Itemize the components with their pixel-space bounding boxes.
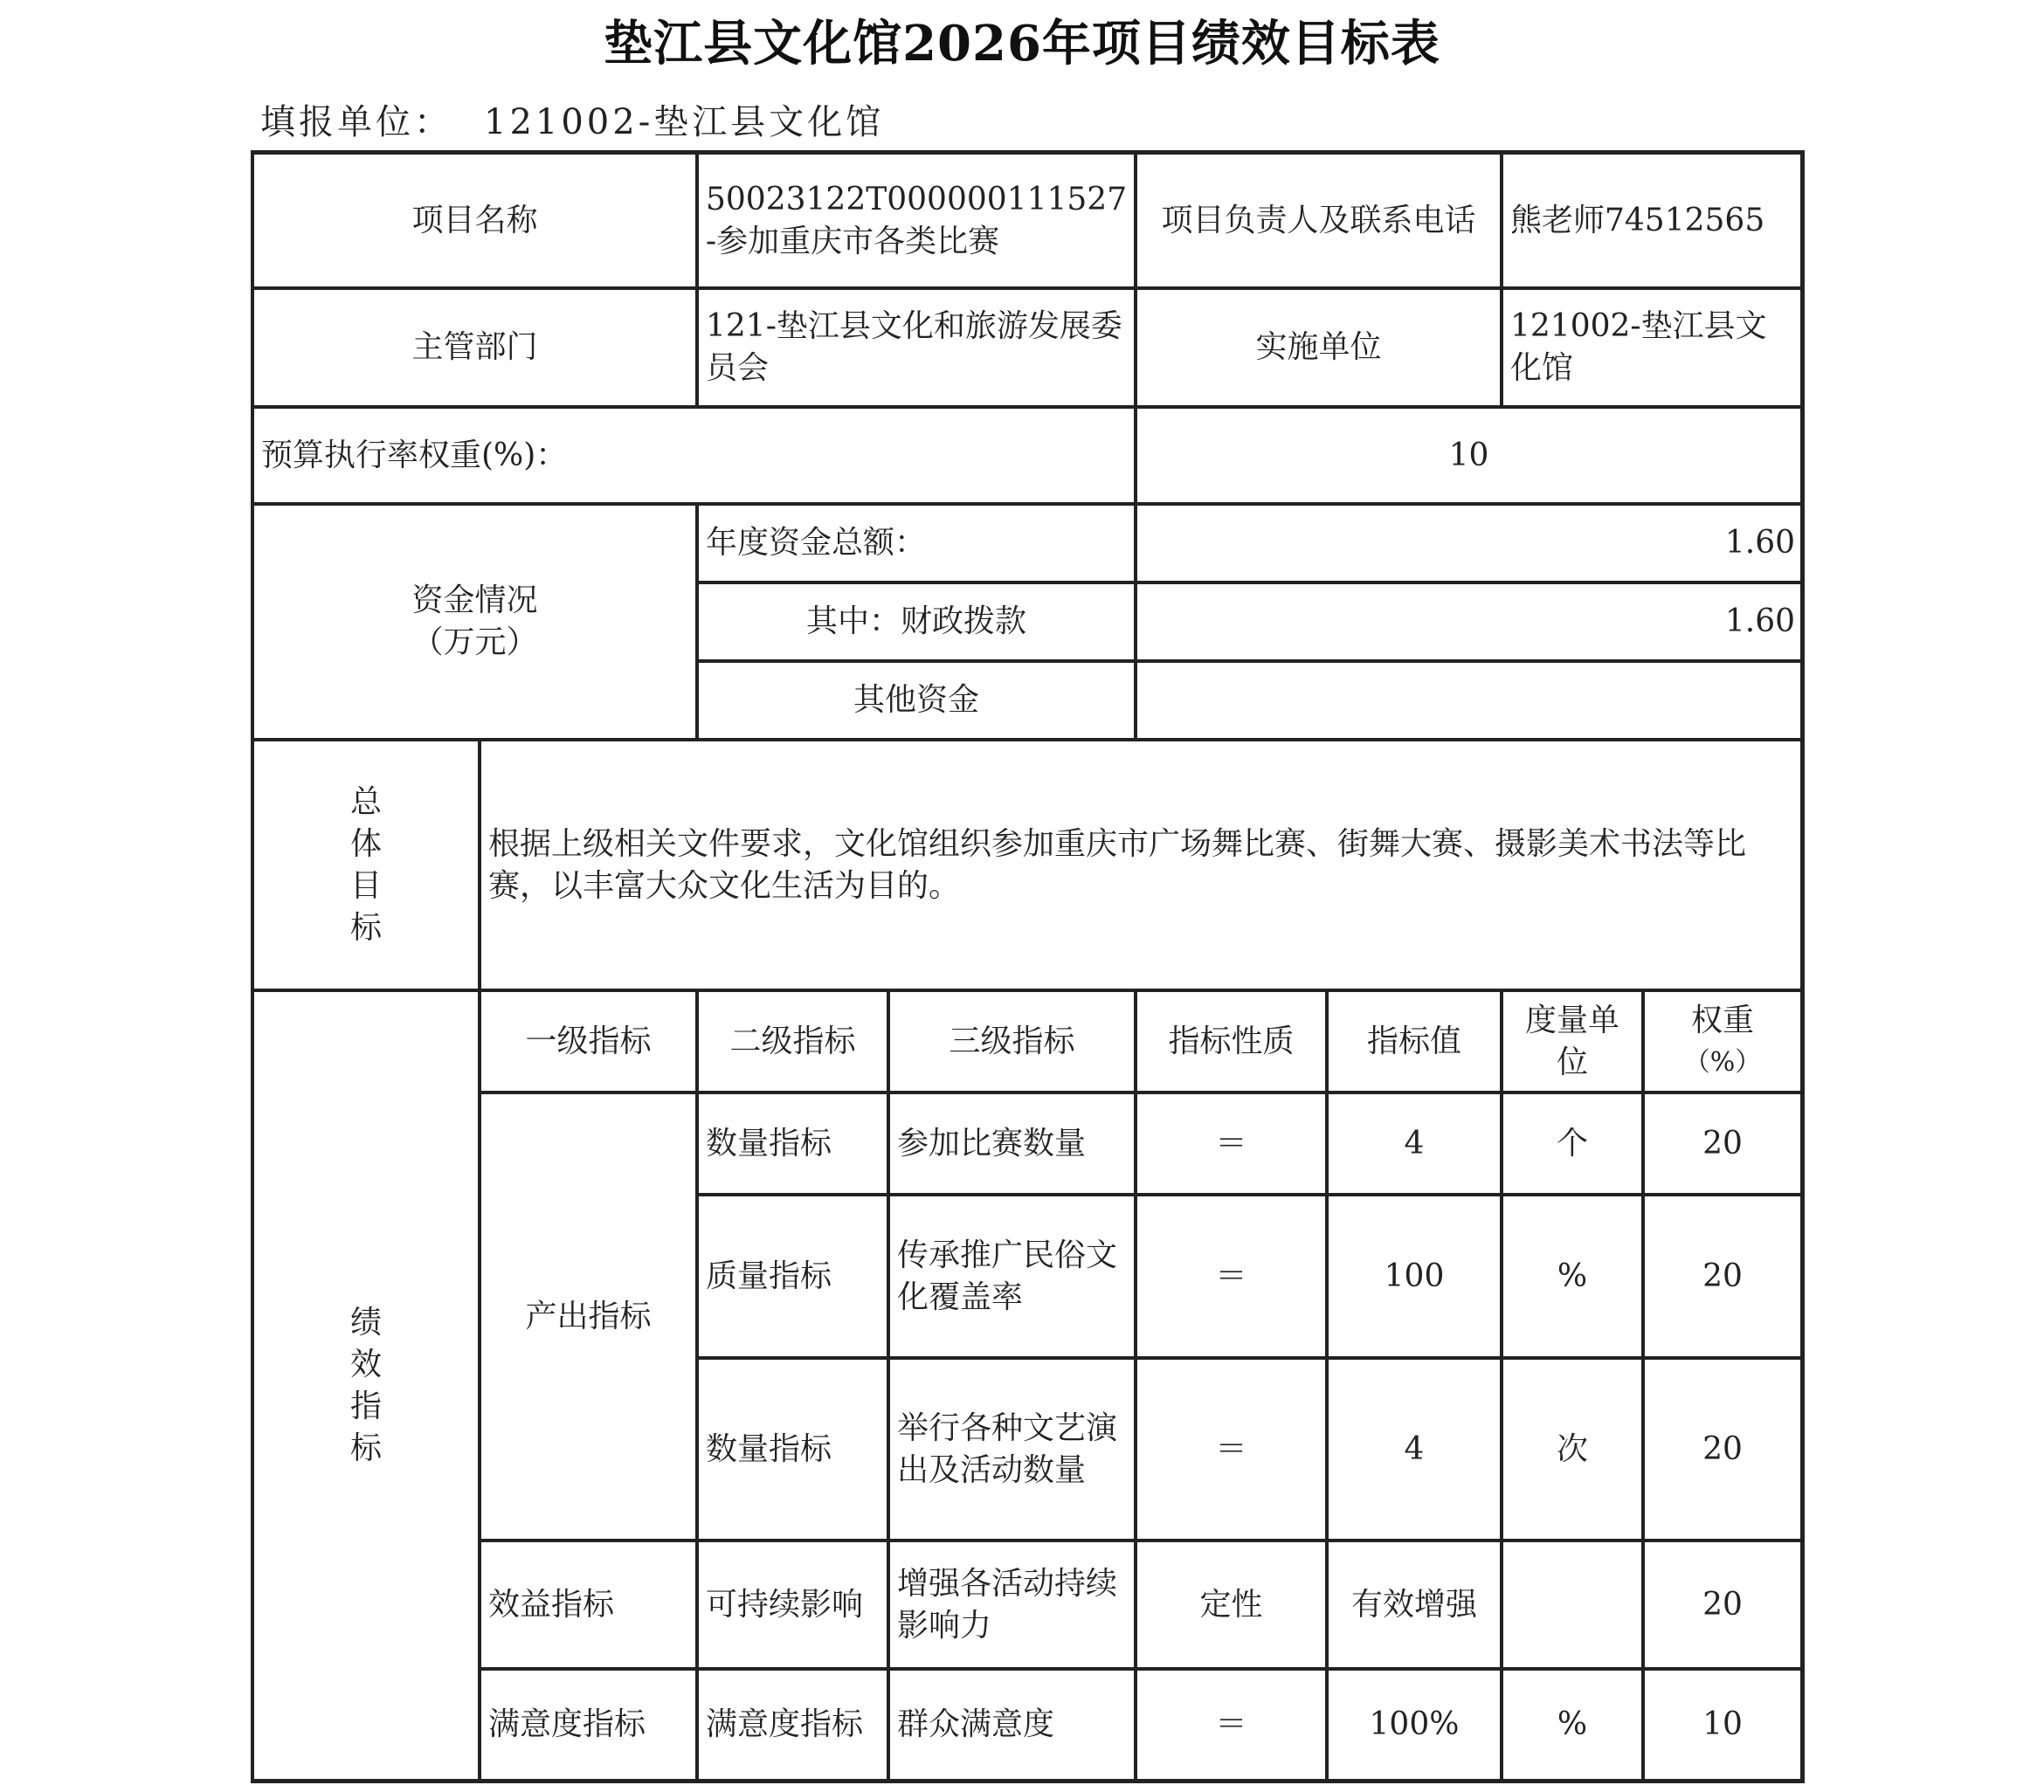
budget-rate-value: [1135, 406, 1803, 505]
row1-unit-text: %: [1557, 1258, 1588, 1294]
funds-total-label-text: 年度资金总额：: [706, 525, 927, 561]
funds-label-line2: （万元）: [411, 624, 538, 660]
overall-goal-label: [252, 739, 480, 991]
indicators-label-char: 指: [349, 1388, 382, 1424]
funds-fiscal-label-text: 其中：财政拨款: [805, 603, 1026, 639]
row2-level2: [696, 1357, 889, 1541]
header-level2-text: 二级指标: [729, 1023, 856, 1059]
row2-nature: [1135, 1357, 1328, 1541]
row4-nature-text: ＝: [1215, 1706, 1247, 1742]
row3-level2-text: 可持续影响: [706, 1586, 864, 1623]
funds-fiscal-value-text: 1.60: [1724, 603, 1795, 639]
row1-weight: [1642, 1194, 1803, 1359]
overall-goal-label-char: 总: [349, 783, 382, 820]
row4-value: [1326, 1668, 1502, 1782]
dept-label-text: 主管部门: [411, 329, 538, 365]
row0-weight: [1642, 1092, 1803, 1196]
row2-level3-text: 举行各种文艺演出及活动数量: [897, 1409, 1118, 1488]
row1-level3: [887, 1194, 1136, 1359]
header-unit-line1: 度量单: [1524, 1002, 1619, 1038]
funds-fiscal-value: [1135, 582, 1803, 662]
row1-weight-text: 20: [1702, 1258, 1743, 1294]
row4-level2-text: 满意度指标: [706, 1706, 864, 1742]
header-weight-line1: 权重: [1690, 1002, 1754, 1038]
row2-unit: [1501, 1357, 1644, 1541]
overall-goal-label-char: 目: [349, 867, 382, 904]
row0-level3: [887, 1092, 1136, 1196]
impl-unit-label: [1135, 287, 1502, 408]
indicators-label-char: 标: [349, 1430, 382, 1466]
row2-level3: [887, 1357, 1136, 1541]
row4-unit-text: %: [1557, 1706, 1588, 1742]
funds-other-value: [1135, 660, 1803, 741]
header-weight: [1642, 989, 1803, 1093]
row2-level2-text: 数量指标: [706, 1430, 832, 1467]
row0-unit: [1501, 1092, 1644, 1196]
row0-value-text: 4: [1404, 1125, 1425, 1161]
funds-total-value-text: 1.60: [1724, 525, 1795, 561]
header-level1-text: 一级指标: [525, 1023, 652, 1059]
row3-nature: [1135, 1540, 1328, 1670]
funds-other-label-text: 其他资金: [853, 682, 979, 718]
impl-unit-label-text: 实施单位: [1255, 329, 1382, 365]
row1-level2: [696, 1194, 889, 1359]
budget-rate-value-text: 10: [1448, 437, 1489, 473]
row1-unit: [1501, 1194, 1644, 1359]
row0-nature-text: ＝: [1215, 1125, 1247, 1161]
contact-value: [1501, 152, 1803, 289]
row2-weight-text: 20: [1702, 1430, 1743, 1467]
row0-nature: [1135, 1092, 1328, 1196]
row3-unit: [1501, 1540, 1644, 1670]
row2-weight: [1642, 1357, 1803, 1541]
funds-other-label: [696, 660, 1136, 741]
dept-value: [696, 287, 1136, 408]
row3-level2: [696, 1540, 889, 1670]
funds-total-value: [1135, 503, 1803, 583]
row1-nature-text: ＝: [1215, 1258, 1247, 1294]
overall-goal-text-content: 根据上级相关文件要求，文化馆组织参加重庆市广场舞比赛、街舞大赛、摄影美术书法等比赛，以丰富大众文化生活为目的。: [488, 825, 1747, 904]
reporting-unit-label: 填报单位：: [260, 102, 452, 142]
row4-unit: [1501, 1668, 1644, 1782]
dept-label: [252, 287, 698, 408]
indicators-label: [252, 989, 480, 1782]
row1-value: [1326, 1194, 1502, 1359]
row4-value-text: 100%: [1369, 1706, 1460, 1742]
project-name-value-text: 50023122T000000111527-参加重庆市各类比赛: [706, 181, 1128, 259]
header-level3-text: 三级指标: [949, 1023, 1075, 1059]
row4-level3-text: 群众满意度: [897, 1706, 1055, 1742]
row3-level3: [887, 1540, 1136, 1670]
row3-level1-text: 效益指标: [488, 1586, 615, 1623]
header-value: [1326, 989, 1502, 1093]
project-name-label: [252, 152, 698, 289]
row2-nature-text: ＝: [1215, 1430, 1247, 1467]
contact-label-text: 项目负责人及联系电话: [1161, 202, 1476, 238]
reporting-unit-value: 121002-垫江县文化馆: [484, 102, 885, 142]
row3-value: [1326, 1540, 1502, 1670]
row4-weight: [1642, 1668, 1803, 1782]
row0-value: [1326, 1092, 1502, 1196]
row1-level3-text: 传承推广民俗文化覆盖率: [897, 1237, 1118, 1315]
row0-unit-text: 个: [1556, 1125, 1588, 1161]
row1-level2-text: 质量指标: [706, 1258, 832, 1294]
header-nature-text: 指标性质: [1168, 1023, 1295, 1059]
row4-nature: [1135, 1668, 1328, 1782]
project-name-label-text: 项目名称: [411, 202, 538, 238]
row3-weight: [1642, 1540, 1803, 1670]
indicators-label-char: 绩: [349, 1304, 382, 1341]
contact-value-text: 熊老师74512565: [1510, 202, 1765, 238]
row2-unit-text: 次: [1556, 1430, 1588, 1467]
reporting-unit: [260, 94, 915, 144]
row2-value: [1326, 1357, 1502, 1541]
project-name-value: [696, 152, 1136, 289]
header-level3: [887, 989, 1136, 1093]
output-indicator-group: [479, 1092, 698, 1541]
budget-rate-label: [252, 406, 1136, 505]
funds-label-line1: 资金情况: [411, 582, 538, 618]
row4-weight-text: 10: [1702, 1706, 1743, 1742]
row3-value-text: 有效增强: [1350, 1586, 1477, 1623]
contact-label: [1135, 152, 1502, 289]
overall-goal-label-char: 标: [349, 909, 382, 946]
header-value-text: 指标值: [1366, 1023, 1461, 1059]
row4-level2: [696, 1668, 889, 1782]
header-unit-line2: 位: [1556, 1044, 1588, 1080]
row4-level3: [887, 1668, 1136, 1782]
row3-level1: [479, 1540, 698, 1670]
row1-value-text: 100: [1384, 1258, 1445, 1294]
page-title: 垫江县文化馆2026年项目绩效目标表: [604, 15, 1440, 72]
row3-nature-text: 定性: [1199, 1586, 1263, 1623]
row2-value-text: 4: [1404, 1430, 1425, 1467]
budget-rate-label-text: 预算执行率权重(%)：: [261, 437, 568, 473]
impl-unit-value-text: 121002-垫江县文化馆: [1510, 308, 1767, 386]
row1-nature: [1135, 1194, 1328, 1359]
funds-total-label: [696, 503, 1136, 583]
row0-level2: [696, 1092, 889, 1196]
row0-weight-text: 20: [1702, 1125, 1743, 1161]
header-level1: [479, 989, 698, 1093]
row0-level3-text: 参加比赛数量: [897, 1125, 1087, 1161]
overall-goal-label-char: 体: [349, 825, 382, 862]
funds-fiscal-label: [696, 582, 1136, 662]
header-nature: [1135, 989, 1328, 1093]
row4-level1-text: 满意度指标: [488, 1706, 646, 1742]
output-indicator-group-text: 产出指标: [525, 1298, 652, 1334]
row4-level1: [479, 1668, 698, 1782]
header-weight-line2: （%）: [1683, 1046, 1762, 1078]
row0-level2-text: 数量指标: [706, 1125, 832, 1161]
row3-weight-text: 20: [1702, 1586, 1743, 1623]
header-level2: [696, 989, 889, 1093]
funds-label: [252, 503, 698, 741]
indicators-label-char: 效: [349, 1346, 382, 1382]
header-unit: [1501, 989, 1644, 1093]
impl-unit-value: [1501, 287, 1803, 408]
dept-value-text: 121-垫江县文化和旅游发展委员会: [706, 308, 1122, 386]
row3-level3-text: 增强各活动持续影响力: [897, 1565, 1118, 1644]
overall-goal-text: [479, 739, 1803, 991]
